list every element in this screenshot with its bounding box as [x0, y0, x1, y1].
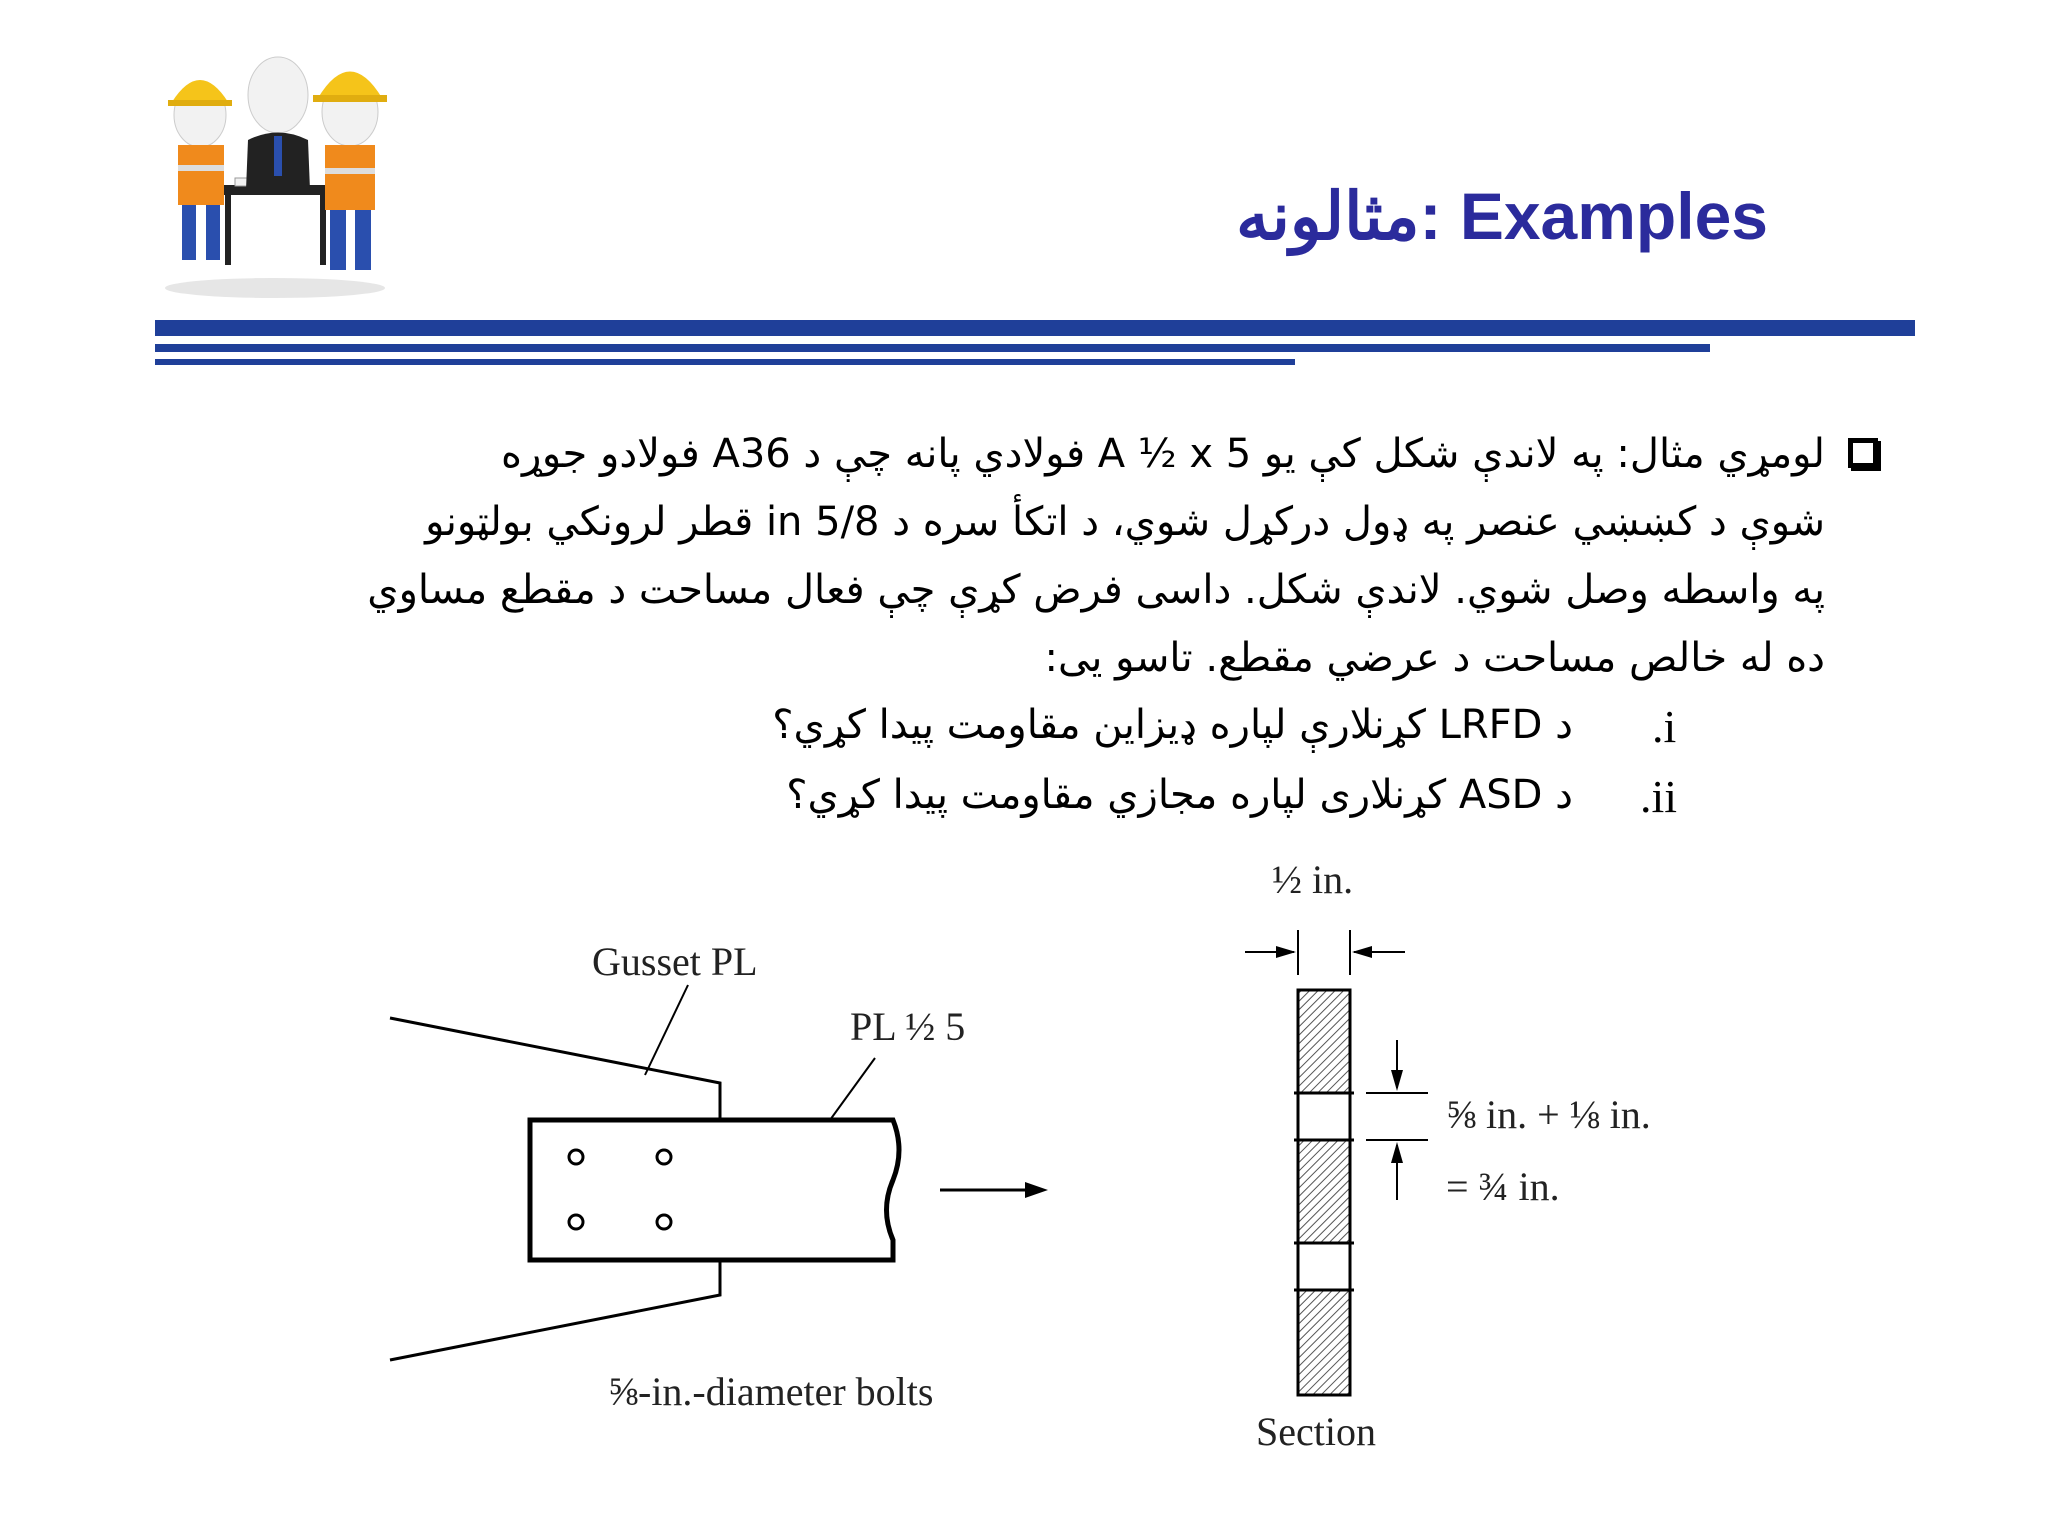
problem-line: لومړي مثال: په لاندې شکل کې یو A ½ x 5 فولادي پانه چې د A36 فولادو جوړه — [501, 431, 1825, 477]
problem-line: شوې د کښښي عنصر په ډول درکړل شوي، د اتکأ سره د 5/8 in قطر لرونکي بولټونو — [425, 499, 1825, 545]
gusset-plate-top — [390, 1018, 720, 1120]
section-hatch — [1298, 1140, 1350, 1243]
gusset-plate-bottom — [390, 1260, 720, 1360]
question-text: د ASD کړنلاری لپاره مجازي مقاومت پيدا کړي؟ — [786, 772, 1573, 818]
gusset-leader — [645, 985, 688, 1075]
thickness-label: ½ in. — [1272, 857, 1354, 902]
problem-line: ده له خالص مساحت د عرضي مقطع. تاسو یی: — [1044, 635, 1825, 681]
question-text: د LRFD کړنلارې لپاره ډیزاین مقاومت پیدا کړي؟ — [772, 702, 1573, 748]
section-hatch — [1298, 1290, 1350, 1395]
problem-line: په واسطه وصل شوي. لاندې شکل. داسی فرض کړې چې فعال مساحت د مقطع مساوي — [367, 567, 1825, 613]
plate-label: PL ½ 5 — [850, 1004, 966, 1049]
gusset-label: Gusset PL — [592, 939, 758, 984]
tension-plate — [530, 1120, 899, 1260]
section-hatch — [1298, 990, 1350, 1093]
slide-title: مثالونه: Examples — [1236, 179, 1768, 253]
section-label: Section — [1256, 1409, 1376, 1454]
plate-leader — [830, 1058, 875, 1120]
question-number: .i — [1652, 701, 1677, 752]
question-number: .ii — [1640, 771, 1678, 822]
bolts-label: ⅝-in.-diameter bolts — [608, 1369, 934, 1414]
hole-sum-label: ⅝ in. + ⅛ in. — [1446, 1092, 1651, 1137]
hole-total-label: = ¾ in. — [1446, 1164, 1560, 1209]
